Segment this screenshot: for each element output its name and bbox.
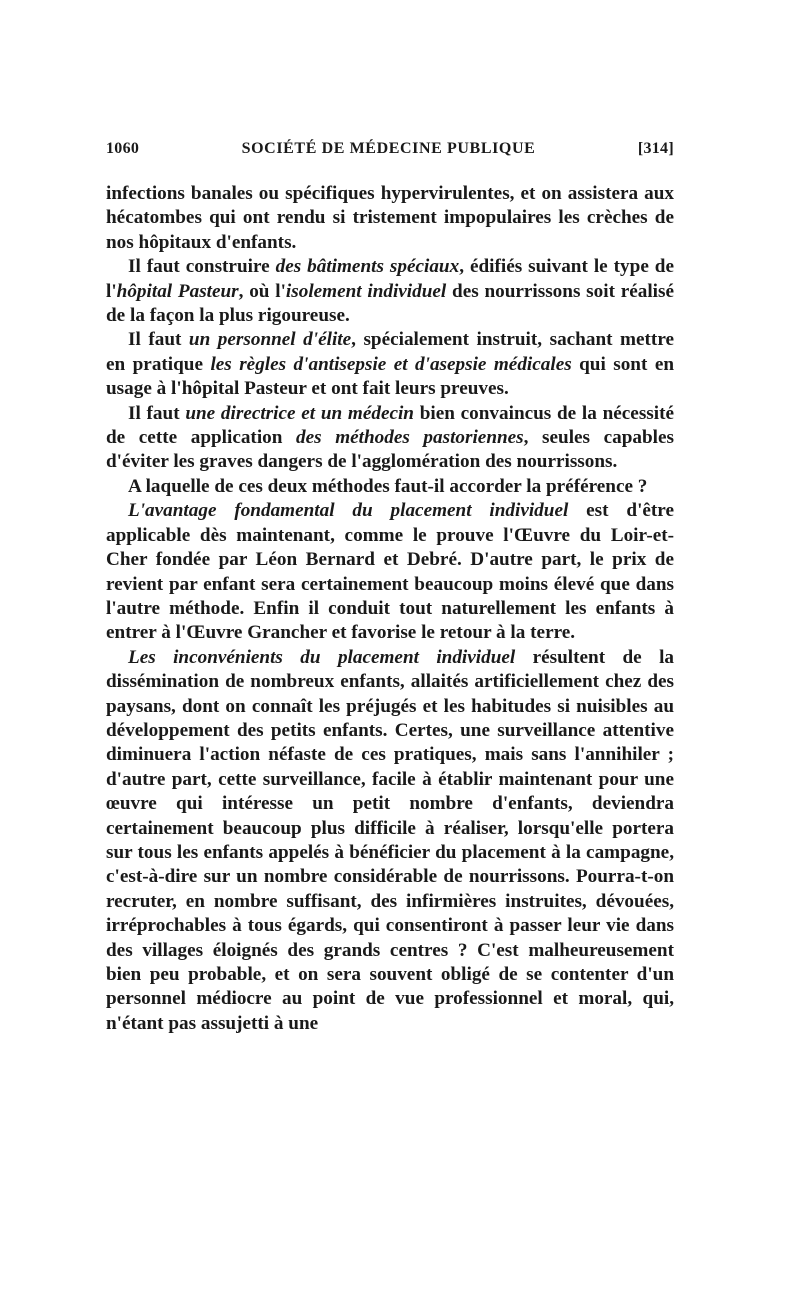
text-run: infections banales ou spécifiques hypervirulentes, et on assistera aux hécatombes qui ont rendu si tristement impopulaires les crèches de nos hôpitaux d'enfants. xyxy=(106,183,674,253)
italic-phrase: Les inconvénients du placement individuel xyxy=(128,646,516,668)
paragraph xyxy=(106,646,674,1037)
paragraph xyxy=(106,328,674,401)
text-run: qui sont en usage à l'hôpital Pasteur et ont fait leurs preuves. xyxy=(106,353,675,400)
text-run: , édifiés suivant le type de l' xyxy=(106,256,674,302)
text-run: , spécialement instruit, sachant mettre en pratique xyxy=(106,329,675,375)
italic-phrase: L'avantage fondamental du placement individuel xyxy=(128,500,569,522)
text-run: Il faut xyxy=(128,329,189,351)
italic-phrase: un personnel d'élite xyxy=(188,329,352,351)
italic-phrase: des méthodes pastoriennes xyxy=(296,427,524,449)
text-run: , où l' xyxy=(238,280,286,302)
running-head xyxy=(106,140,674,170)
italic-phrase: hôpital Pasteur xyxy=(116,280,239,302)
text-run: bien convaincus de la nécessité de cette application xyxy=(106,402,674,449)
paragraph xyxy=(106,255,674,328)
text-run: , seules capables d'éviter les graves dangers de l'agglomération des nourrissons. xyxy=(106,427,674,473)
italic-phrase: des bâtiments spéciaux xyxy=(275,256,460,278)
text-run: est d'être applicable dès maintenant, comme le prouve l'Œuvre du Loir-et-Cher fondée par Léon Bernard et Debré. D'autre part, le prix de revient par enfant sera certainement beaucoup moins élevé que dans l'autre méthode. Enfin il conduit tout naturellement les enfants à entrer à l'Œuvre Grancher et favorise le retour à la terre. xyxy=(106,500,674,644)
italic-phrase: une directrice et un médecin xyxy=(185,402,414,424)
italic-phrase: isolement individuel xyxy=(285,280,447,302)
book-page xyxy=(106,140,674,1036)
text-run: résultent de la dissémination de nombreux enfants, allaités artificiellement chez des paysans, dont on connaît les préjugés et les habitudes si nuisibles au développement des petits enfants. Certes, une surveillance attentive diminuera l'action néfaste de ces pratiques, mais sans l'annihiler ; d'autre part, cette surveillance, facile à établir maintenant pour une œuvre qui intéresse un petit nombre d'enfants, deviendra certainement beaucoup plus difficile à réaliser, lorsqu'elle portera sur tous les enfants appelés à bénéficier du placement à la campagne, c'est-à-dire sur un nombre considérable de nourrissons. Pourra-t-on recruter, en nombre suffisant, des infirmières instruites, dévouées, irréprochables à tous égards, qui consentiront à passer leur vie dans des villages éloignés des grands centres ? C'est malheureusement bien peu probable, et on sera souvent obligé de se contenter d'un personnel médiocre au point de vue professionnel et moral, qui, n'étant pas assujetti à une xyxy=(106,646,674,1034)
italic-phrase: les règles d'antisepsie et d'asepsie médicales xyxy=(210,353,572,375)
paragraph xyxy=(106,475,674,499)
body-text xyxy=(106,182,674,1036)
text-run: Il faut construire xyxy=(128,256,276,278)
page-number: 1060 xyxy=(106,140,140,157)
paragraph xyxy=(106,402,674,475)
running-title: SOCIÉTÉ DE MÉDECINE PUBLIQUE xyxy=(241,140,536,157)
paragraph xyxy=(106,182,674,255)
paragraph xyxy=(106,499,674,645)
text-run: des nourrissons soit réalisé de la façon la plus rigoureuse. xyxy=(106,280,674,327)
text-run: Il faut xyxy=(128,402,186,424)
text-run: A laquelle de ces deux méthodes faut-il accorder la préférence ? xyxy=(128,475,648,497)
section-number: [314] xyxy=(637,140,674,157)
